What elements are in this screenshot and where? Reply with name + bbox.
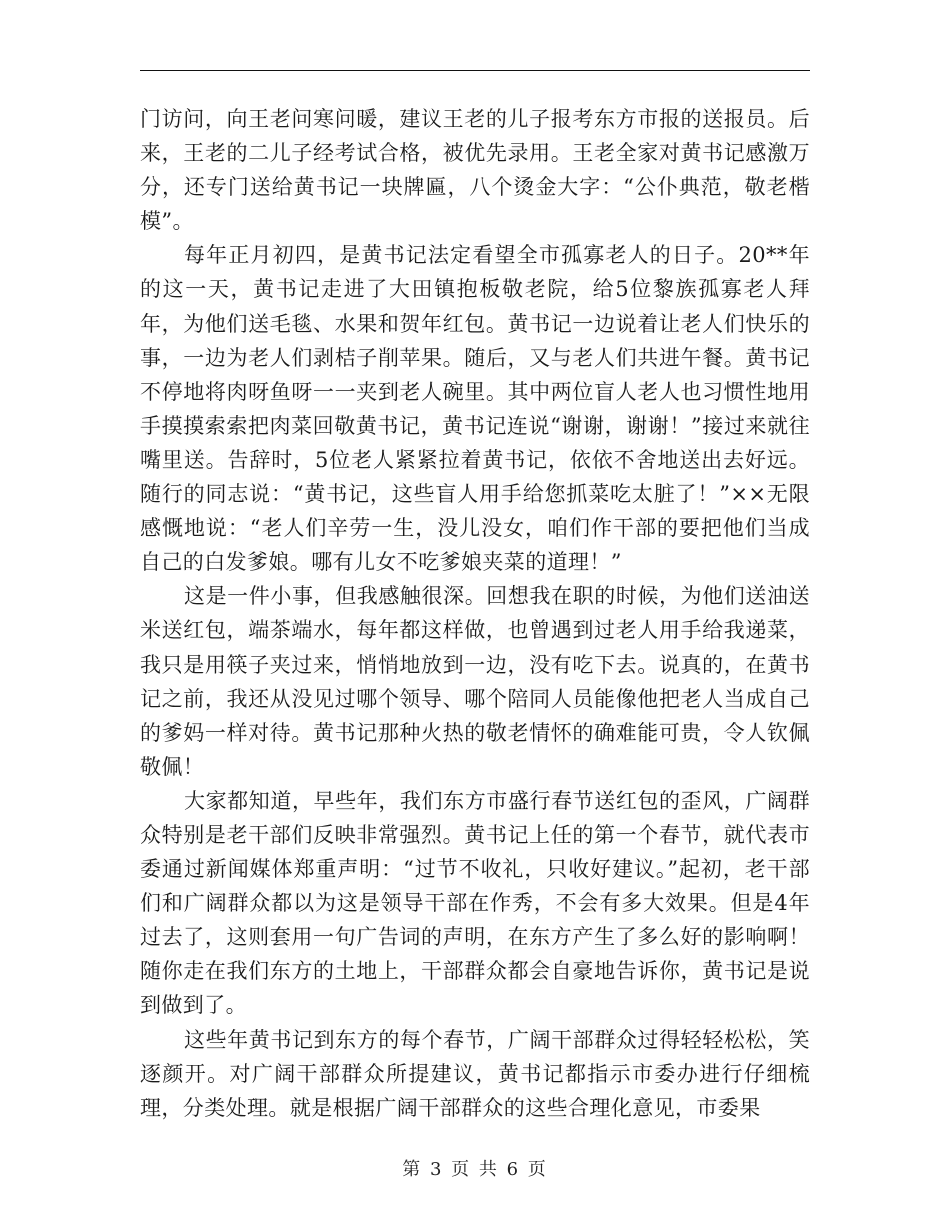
- paragraph-3: 这是一件小事，但我感触很深。回想我在职的时候，为他们送油送米送红包，端茶端水，每年都这样做，也曾遇到过老人用手给我递菜，我只是用筷子夹过来，悄悄地放到一边，没有吃下去。说真的，在黄书记之前，我还从没见过哪个领导、哪个陪同人员能像他把老人当成自己的爹妈一样对待。黄书记那种火热的敬老情怀的确难能可贵，令人钦佩敬佩！: [140, 584, 810, 779]
- paragraph-2: 每年正月初四，是黄书记法定看望全市孤寡老人的日子。20**年的这一天，黄书记走进了大田镇抱板敬老院，给5位黎族孤寡老人拜年，为他们送毛毯、水果和贺年红包。黄书记一边说着让老人们快乐的事，一边为老人们剥桔子削苹果。随后，又与老人们共进午餐。黄书记不停地将肉呀鱼呀一一夹到老人碗里。其中两位盲人老人也习惯性地用手摸摸索索把肉菜回敬黄书记，黄书记连说“谢谢，谢谢！”接过来就往嘴里送。告辞时，5位老人紧紧拉着黄书记，依依不舍地送出去好远。随行的同志说：“黄书记，这些盲人用手给您抓菜吃太脏了！”××无限感慨地说：“老人们辛劳一生，没儿没女，咱们作干部的要把他们当成自己的白发爹娘。哪有儿女不吃爹娘夹菜的道理！”: [140, 243, 810, 575]
- header-rule: [140, 70, 810, 71]
- paragraph-4: 大家都知道，早些年，我们东方市盛行春节送红包的歪风，广阔群众特别是老干部们反映非常强烈。黄书记上任的第一个春节，就代表市委通过新闻媒体郑重声明：“过节不收礼，只收好建议。”起初，老干部们和广阔群众都以为这是领导干部在作秀，不会有多大效果。但是4年过去了，这则套用一句广告词的声明，在东方产生了多么好的影响啊！随你走在我们东方的土地上，干部群众都会自豪地告诉你，黄书记是说到做到了。: [140, 788, 810, 1018]
- page-number-footer: 第 3 页 共 6 页: [402, 1159, 548, 1180]
- paragraph-1: 门访问，向王老问寒问暖，建议王老的儿子报考东方市报的送报员。后来，王老的二儿子经考试合格，被优先录用。王老全家对黄书记感激万分，还专门送给黄书记一块牌匾，八个烫金大字：“公仆典范，敬老楷模”。: [140, 107, 810, 234]
- document-body: [140, 102, 810, 1125]
- paragraph-5: 这些年黄书记到东方的每个春节，广阔干部群众过得轻轻松松，笑逐颜开。对广阔干部群众所提建议，黄书记都指示市委办进行仔细梳理，分类处理。就是根据广阔干部群众的这些合理化意见，市委果: [140, 1027, 810, 1120]
